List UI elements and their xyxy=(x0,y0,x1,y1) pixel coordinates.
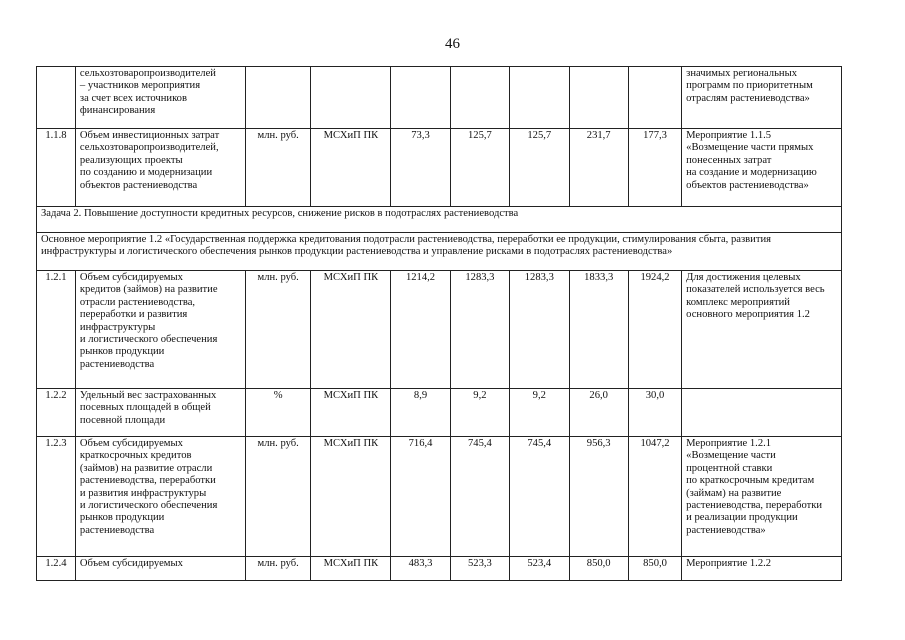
value-cell: 1283,3 xyxy=(450,271,509,389)
value-cell: 9,2 xyxy=(450,389,509,437)
executor-cell xyxy=(311,67,391,129)
value-cell: 745,4 xyxy=(450,437,509,557)
value-cell: 1047,2 xyxy=(628,437,681,557)
row-number: 1.2.1 xyxy=(37,271,76,389)
table-row xyxy=(37,271,842,389)
value-cell xyxy=(569,67,628,129)
value-cell: 850,0 xyxy=(569,557,628,581)
value-cell xyxy=(450,67,509,129)
value-cell: 73,3 xyxy=(391,129,450,207)
row-number: 1.2.2 xyxy=(37,389,76,437)
value-cell xyxy=(510,67,569,129)
main-event-row xyxy=(37,233,842,271)
indicator-name: сельхозтоваропроизводителей – участников мероприятия за счет всех источников финансирования xyxy=(75,67,245,129)
row-number: 1.2.4 xyxy=(37,557,76,581)
executor-cell: МСХиП ПК xyxy=(311,129,391,207)
indicator-name: Удельный вес застрахованных посевных площадей в общей посевной площади xyxy=(75,389,245,437)
value-cell: 125,7 xyxy=(450,129,509,207)
value-cell: 483,3 xyxy=(391,557,450,581)
value-cell: 745,4 xyxy=(510,437,569,557)
note-cell: Мероприятие 1.2.2 xyxy=(682,557,842,581)
main-event-heading: Основное мероприятие 1.2 «Государственная поддержка кредитования подотрасли растениеводства, переработки ее продукции, стимулирования сбыта, развития инфраструктуры и логистического обеспечения рынков продукции растениеводства и управление рисками в подотраслях растениеводства» xyxy=(37,233,842,271)
note-cell xyxy=(682,389,842,437)
unit-cell xyxy=(245,67,311,129)
value-cell: 125,7 xyxy=(510,129,569,207)
table-row xyxy=(37,389,842,437)
value-cell: 523,3 xyxy=(450,557,509,581)
unit-cell: млн. руб. xyxy=(245,129,311,207)
note-cell: Для достижения целевых показателей используется весь комплекс мероприятий основного мероприятия 1.2 xyxy=(682,271,842,389)
note-cell: Мероприятие 1.2.1 «Возмещение части процентной ставки по краткосрочным кредитам (займам) на развитие растениеводства, переработки и реализации продукции растениеводства» xyxy=(682,437,842,557)
value-cell: 231,7 xyxy=(569,129,628,207)
indicator-name: Объем субсидируемых краткосрочных кредитов (займов) на развитие отрасли растениеводства, переработки и развития инфраструктуры и логистического обеспечения рынков продукции растениеводства xyxy=(75,437,245,557)
unit-cell: млн. руб. xyxy=(245,271,311,389)
value-cell: 9,2 xyxy=(510,389,569,437)
executor-cell: МСХиП ПК xyxy=(311,557,391,581)
task-heading: Задача 2. Повышение доступности кредитных ресурсов, снижение рисков в подотраслях растениеводства xyxy=(37,207,842,233)
indicator-name: Объем субсидируемых xyxy=(75,557,245,581)
value-cell: 850,0 xyxy=(628,557,681,581)
executor-cell: МСХиП ПК xyxy=(311,271,391,389)
value-cell: 177,3 xyxy=(628,129,681,207)
value-cell: 1283,3 xyxy=(510,271,569,389)
unit-cell: млн. руб. xyxy=(245,437,311,557)
indicators-table xyxy=(36,66,842,581)
unit-cell: млн. руб. xyxy=(245,557,311,581)
value-cell: 956,3 xyxy=(569,437,628,557)
row-number: 1.2.3 xyxy=(37,437,76,557)
table-row xyxy=(37,557,842,581)
value-cell: 1214,2 xyxy=(391,271,450,389)
executor-cell: МСХиП ПК xyxy=(311,389,391,437)
value-cell: 1924,2 xyxy=(628,271,681,389)
value-cell: 26,0 xyxy=(569,389,628,437)
row-number xyxy=(37,67,76,129)
table-row xyxy=(37,437,842,557)
table-row xyxy=(37,67,842,129)
row-number: 1.1.8 xyxy=(37,129,76,207)
unit-cell: % xyxy=(245,389,311,437)
value-cell xyxy=(628,67,681,129)
indicator-name: Объем субсидируемых кредитов (займов) на развитие отрасли растениеводства, переработки и развития инфраструктуры и логистического обеспечения рынков продукции растениеводства xyxy=(75,271,245,389)
value-cell: 523,4 xyxy=(510,557,569,581)
value-cell xyxy=(391,67,450,129)
value-cell: 8,9 xyxy=(391,389,450,437)
note-cell: Мероприятие 1.1.5 «Возмещение части прямых понесенных затрат на создание и модернизацию объектов растениеводства» xyxy=(682,129,842,207)
task-row xyxy=(37,207,842,233)
table-row xyxy=(37,129,842,207)
indicator-name: Объем инвестиционных затрат сельхозтоваропроизводителей, реализующих проекты по созданию и модернизации объектов растениеводства xyxy=(75,129,245,207)
executor-cell: МСХиП ПК xyxy=(311,437,391,557)
note-cell: значимых региональных программ по приоритетным отраслям растениеводства» xyxy=(682,67,842,129)
value-cell: 716,4 xyxy=(391,437,450,557)
value-cell: 30,0 xyxy=(628,389,681,437)
page-number: 46 xyxy=(445,36,460,52)
value-cell: 1833,3 xyxy=(569,271,628,389)
